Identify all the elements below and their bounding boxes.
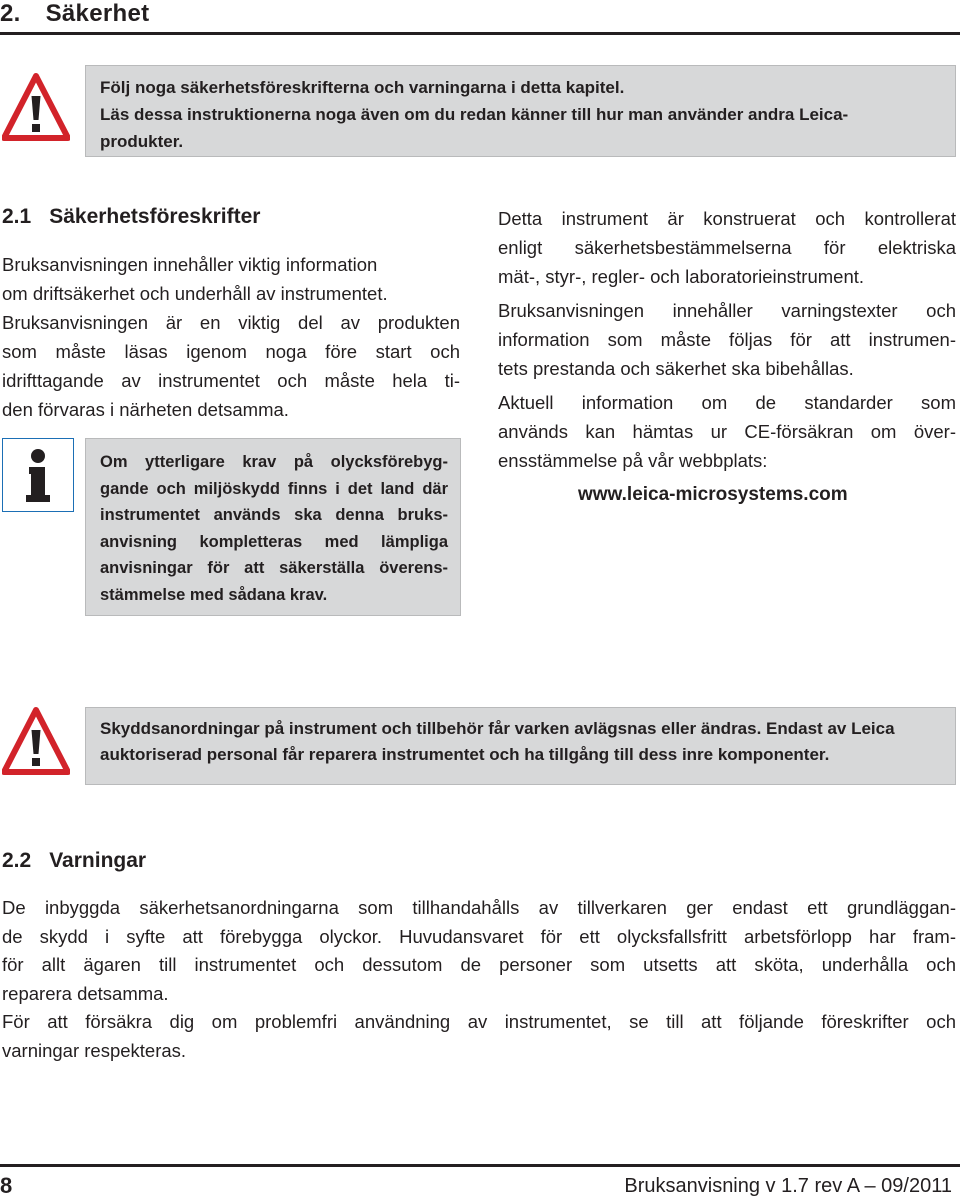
paragraph-line: Bruksanvisningen innehåller viktig information bbox=[2, 254, 378, 275]
info-note-line: anvisning kompletteras med lämpliga bbox=[100, 532, 448, 551]
paragraph-line: reparera detsamma. bbox=[2, 982, 169, 1004]
warning-triangle-icon bbox=[2, 706, 70, 778]
section-heading-2-2 bbox=[2, 848, 146, 874]
section-heading-2-1 bbox=[2, 204, 260, 230]
warning-note-box bbox=[85, 707, 956, 785]
chapter-name: Säkerhet bbox=[45, 0, 150, 27]
paragraph-line: mät-, styr-, regler- och laboratorieinstrument. bbox=[498, 266, 865, 287]
footer-rule bbox=[0, 1164, 960, 1167]
info-note-line: Om ytterligare krav på olycksförebyg- bbox=[100, 453, 448, 471]
section-number: 2.2 bbox=[2, 849, 32, 872]
paragraph-line: information som måste följas för att instrumen- bbox=[498, 329, 956, 350]
intro-note-line: Följ noga säkerhetsföreskrifterna och varningarna i detta kapitel. bbox=[100, 78, 625, 97]
paragraph-line: tets prestanda och säkerhet ska bibehållas. bbox=[498, 358, 854, 379]
section-2-1-right-paragraph-3 bbox=[498, 388, 956, 475]
paragraph-line: som måste läsas igenom noga före start och bbox=[2, 341, 460, 362]
info-note-line: stämmelse med sådana krav. bbox=[100, 585, 328, 604]
paragraph-line: Bruksanvisningen innehåller varningstexter och bbox=[498, 300, 956, 321]
intro-note-line: produkter. bbox=[100, 132, 184, 151]
info-note-line: anvisningar för att säkerställa överens- bbox=[100, 559, 448, 577]
paragraph-line: den förvaras i närheten detsamma. bbox=[2, 399, 289, 420]
info-note-line: instrumentet används ska denna bruks- bbox=[100, 506, 448, 524]
paragraph-line: varningar respekteras. bbox=[2, 1039, 187, 1061]
section-2-2-paragraph-2 bbox=[2, 1008, 956, 1065]
paragraph-line: de skydd i syfte att förebygga olyckor. Huvudansvaret för ett olycksfallsfritt arbetsförlopp har fram- bbox=[2, 925, 956, 947]
footer-doc-info: Bruksanvisning v 1.7 rev A – 09/2011 bbox=[624, 1175, 952, 1197]
paragraph-line: Aktuell information om de standarder som bbox=[498, 392, 956, 413]
section-title: Varningar bbox=[49, 849, 147, 872]
paragraph-line: för allt ägaren till instrumentet och dessutom de personer som utsetts att sköta, underhålla och bbox=[2, 954, 956, 975]
info-icon bbox=[2, 438, 74, 512]
info-note-line: gande och miljöskydd finns i det land där bbox=[100, 479, 448, 498]
section-2-1-left-paragraph bbox=[2, 250, 460, 424]
paragraph-line: De inbyggda säkerhetsanordningarna som tillhandahålls av tillverkaren ger endast ett grundläggan- bbox=[2, 897, 956, 918]
chapter-number: 2. bbox=[0, 0, 21, 27]
warning-triangle-icon bbox=[2, 72, 70, 144]
paragraph-line: enligt säkerhetsbestämmelserna för elektriska bbox=[498, 237, 956, 258]
paragraph-line: Detta instrument är konstruerat och kontrollerat bbox=[498, 208, 956, 229]
section-2-1-right-paragraph-2 bbox=[498, 296, 956, 383]
info-note-box bbox=[85, 438, 461, 616]
paragraph-line: Bruksanvisningen är en viktig del av produkten bbox=[2, 312, 460, 333]
paragraph-line: ensstämmelse på vår webbplats: bbox=[498, 450, 768, 471]
section-2-1-right-paragraph-1 bbox=[498, 204, 956, 291]
section-2-2-paragraph-1 bbox=[2, 894, 956, 1008]
page-number: 8 bbox=[0, 1173, 13, 1198]
chapter-rule bbox=[0, 32, 960, 35]
intro-note-box bbox=[85, 65, 956, 157]
website-link[interactable]: www.leica-microsystems.com bbox=[578, 484, 848, 505]
section-title: Säkerhetsföreskrifter bbox=[49, 205, 261, 228]
paragraph-line: används kan hämtas ur CE-försäkran om över- bbox=[498, 421, 956, 442]
chapter-title bbox=[0, 0, 960, 28]
section-number: 2.1 bbox=[2, 205, 32, 228]
warning-note-line: Skyddsanordningar på instrument och tillbehör får varken avlägsnas eller ändras. Endast av Leica bbox=[100, 719, 895, 738]
paragraph-line: idrifttagande av instrumentet och måste hela ti- bbox=[2, 370, 460, 391]
paragraph-line: För att försäkra dig om problemfri användning av instrumentet, se till att följande föreskrifter och bbox=[2, 1011, 956, 1032]
info-i-glyph bbox=[3, 439, 73, 511]
warning-note-line: auktoriserad personal får reparera instrumentet och ha tillgång till dess inre komponenter. bbox=[100, 745, 830, 764]
paragraph-line: om driftsäkerhet och underhåll av instrumentet. bbox=[2, 283, 388, 304]
intro-note-line: Läs dessa instruktionerna noga även om du redan känner till hur man använder andra Leica- bbox=[100, 105, 849, 124]
